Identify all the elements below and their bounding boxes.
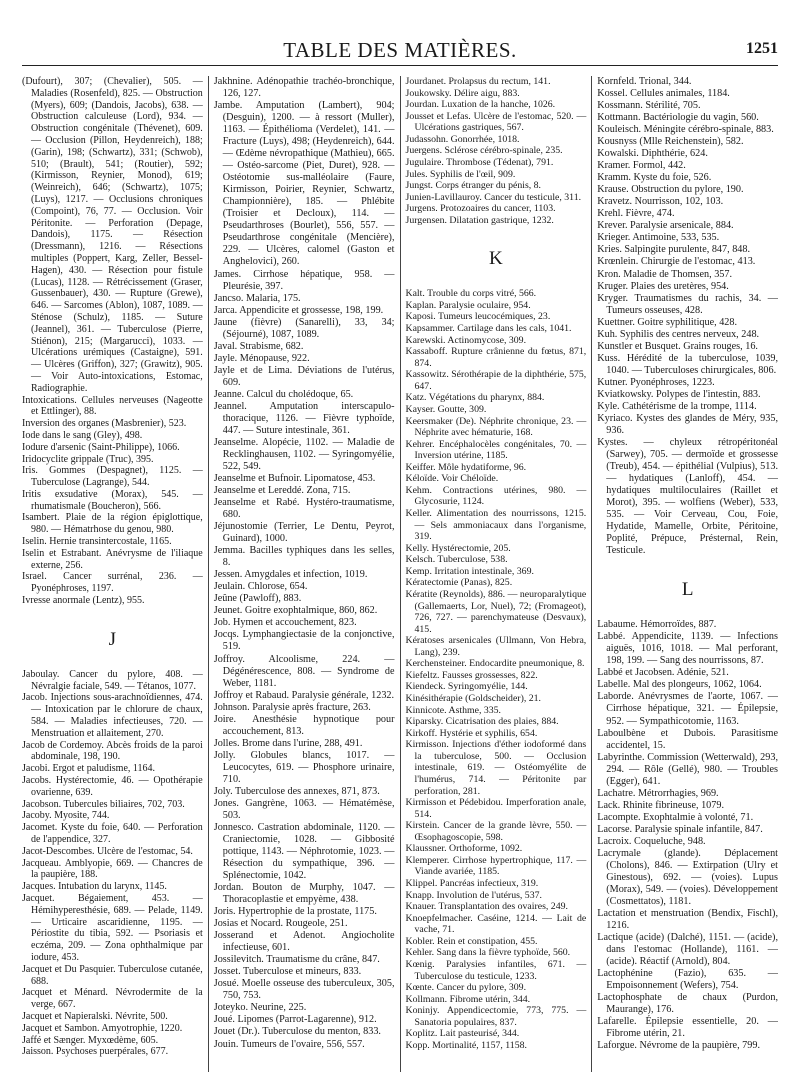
index-entry: Jouet (Dr.). Tuberculose du menton, 833. (213, 1026, 381, 1038)
index-entry: Kobler. Rein et constipation, 455. (405, 935, 538, 947)
index-entry: Kossel. Cellules animales, 1184. (597, 88, 730, 100)
index-entry: Jessen. Amygdales et infection, 1019. (213, 569, 368, 581)
index-entry: Lactophénine (Fazio), 635. — Empoisonnement (Wefers), 754. (597, 968, 778, 992)
index-entry: Kerchensteiner. Endocardite pneumonique, 8. (405, 658, 585, 670)
index-entry: Kaplan. Paralysie oculaire, 954. (405, 299, 531, 311)
index-entry: Jousset et Lefas. Ulcère de l'estomac, 520. — Ulcérations gastriques, 567. (405, 110, 587, 134)
index-entry: Lachatre. Métrorrhagies, 969. (597, 787, 719, 799)
index-entry: Klemperer. Cirrhose hypertrophique, 117. — Viande avariée, 1185. (405, 854, 587, 878)
index-entry: Labelle. Mal des plongeurs, 1062, 1064. (597, 679, 762, 691)
index-entry: Kinnicote. Asthme, 335. (405, 704, 502, 716)
index-entry: Josserand et Adenot. Angiocholite infectieuse, 601. (213, 930, 395, 954)
index-entry: Lacrymale (glande). Déplacement (Cholons), 846. — Extirpation (Ulry et Ginestous), 692. — (voies). Lupus (Morax), 549. — (voies). Développement (Cosmettatos), 1181. (597, 847, 778, 907)
index-entry: Kapsammer. Cartilage dans les cals, 1041. (405, 323, 572, 334)
index-entry: Kruger. Plaies des uretères, 954. (597, 280, 729, 292)
section-letter-heading: K (489, 248, 503, 270)
index-entry: Labbé. Appendicite, 1139. — Infections aiguës, 1016, 1018. — Mal perforant, 198, 199. — Sang des nourrissons, 87. (597, 631, 778, 667)
index-entry: Jossilevitch. Traumatisme du crâne, 847. (213, 954, 380, 966)
index-entry: Jocqs. Lymphangiectasie de la conjonctive, 519. (213, 629, 395, 653)
index-entry: Jacqueau. Amblyopie, 669. — Chancres de la paupière, 188. (22, 857, 203, 881)
index-entry: Kornfeld. Trional, 344. (597, 76, 692, 87)
index-entry: Krehl. Fièvre, 474. (597, 208, 675, 220)
index-entry: Klaussner. Orthoforme, 1092. (405, 843, 523, 855)
index-entry: Lactique (acide) (Dalché), 1151. — (acide), dans l'estomac (Hollande), 1161. — (acide). Réactif (Arnold), 804. (597, 932, 778, 968)
index-entry: Katz. Végétations du pharynx, 884. (405, 392, 545, 404)
index-entry: Jayle. Ménopause, 922. (213, 352, 310, 364)
index-entry: Jacques. Intubation du larynx, 1145. (22, 881, 167, 893)
index-entry: Labaume. Hémorroïdes, 887. (597, 619, 717, 631)
index-entry: Jones. Gangrène, 1063. — Hématémèse, 503. (213, 797, 395, 821)
index-entry: Jarca. Appendicite et grossesse, 198, 199. (213, 304, 384, 316)
index-entry: Jeanselme et Lereddé. Zona, 715. (213, 485, 351, 497)
index-entry: Jeûne (Pawloff), 883. (213, 593, 302, 605)
index-entry: Kuss. Hérédité de la tuberculose, 1039, 1040. — Tuberculoses chirurgicales, 806. (597, 352, 778, 376)
index-entry: Jéjunostomie (Terrier, Le Dentu, Peyrot, Guinard), 1000. (213, 521, 395, 545)
index-entry: Kirstein. Cancer de la grande lèvre, 550. — Œsophagoscopie, 598. (405, 820, 587, 843)
index-entry: Jacquet et Ménard. Névrodermite de la verge, 667. (22, 987, 203, 1011)
index-entry: Jouin. Tumeurs de l'ovaire, 556, 557. (213, 1038, 365, 1050)
index-entry: Jungst. Corps étranger du pénis, 8. (405, 180, 542, 192)
index-entry: Kelsch. Tuberculose, 538. (405, 554, 508, 566)
index-entry: Kératoses arsenicales (Ullmann, Von Hebra, Lang), 239. (405, 635, 587, 658)
index-entry: Joteyko. Neurine, 225. (213, 1002, 307, 1014)
index-entry: Jambe. Amputation (Lambert), 904; (Desguin), 1200. — à ressort (Muller), 1163. — Épithélioma (Verdelet), 141. — Fracture (Luys), 498; (Heydenreich), 644. — Œdème névropathique (Mathieu), 665. — Ostéo-sarcome (Piet, Duret), 928. — Ostéotomie sus-malléolaire (Faure, Kirmisson, Poirier, Reynier, Schwartz, Championnière), 185. — Phlébite (Troisier et Decloux), 114. — Pseudarthroses (Bourlet), 556, 557. — Pseudarthrose congénitale (Mencière), 229. — Ulcères, calomel (Gaston et Anghelovici), 260. (213, 100, 395, 268)
index-entry: Jacobson. Tubercules biliaires, 702, 703. (22, 798, 185, 810)
index-entry: Kiparsky. Cicatrisation des plaies, 884. (405, 716, 559, 728)
index-entry: James. Cirrhose hépatique, 958. — Pleurésie, 397. (213, 268, 395, 292)
index-entry: Jeanne. Calcul du cholédoque, 65. (213, 388, 354, 400)
index-entry: Kalt. Trouble du corps vitré, 566. (405, 288, 537, 300)
index-entry: Kouleisch. Méningite cérébro-spinale, 883. (597, 124, 774, 136)
index-entry: Juergens. Sclérose cérébro-spinale, 235. (405, 145, 563, 157)
index-entry: Iritis exsudative (Morax), 545. — rhumatismale (Boucheron), 566. (22, 488, 203, 512)
index-columns (22, 76, 778, 1072)
page-number: 1251 (746, 40, 778, 57)
index-entry: Kron. Maladie de Thomsen, 357. (597, 268, 733, 280)
index-entry: Kunstler et Busquet. Grains rouges, 16. (597, 340, 758, 352)
index-entry: Kutner. Pyonéphroses, 1223. (597, 376, 715, 388)
index-entry: Jacquet et Napieralski. Névrite, 500. (22, 1010, 168, 1022)
index-entry: Iselin. Hernie transintercostale, 1165. (22, 536, 172, 548)
index-entry: Jonnesco. Castration abdominale, 1120. — Craniectomie, 1028. — Gibbosité pottique, 1143. — Néphrotomie, 1023. — Résection du sympathique, 396. — Splénectomie, 1042. (213, 821, 395, 882)
index-entry: Jacobi. Ergot et paludisme, 1164. (22, 763, 156, 775)
index-entry: Kryger. Traumatismes du rachis, 34. — Tumeurs osseuses, 428. (597, 292, 778, 316)
section-letter-heading: J (108, 628, 117, 650)
index-entry: Joffroy. Alcoolisme, 224. — Dégénérescence, 808. — Syndrome de Weber, 1181. (213, 653, 395, 689)
index-entry: Inversion des organes (Masbrenier), 523. (22, 418, 187, 430)
index-entry: Kehler. Sang dans la fièvre typhoïde, 560. (405, 947, 571, 959)
index-column (22, 76, 208, 1072)
index-entry: Isambert. Plaie de la région épiglottique, 980. — Hématrhose du genou, 980. (22, 512, 203, 536)
index-column (208, 76, 400, 1072)
index-entry: Jurgens. Protozoaires du cancer, 1103. (405, 203, 556, 215)
index-entry: Lactophosphate de chaux (Purdon, Maurange), 176. (597, 992, 778, 1016)
index-entry: Jaboulay. Cancer du pylore, 408. — Névralgie faciale, 549. — Tétanos, 1077. (22, 668, 203, 692)
index-entry: Kiendeck. Syringomyélie, 144. (405, 681, 528, 693)
index-entry: Jacob. Injections sous-arachnoïdiennes, 474. — Intoxication par le chlorure de chaux, 584. — Maladies infectieuses, 720. — Menstruation et allaitement, 270. (22, 692, 203, 739)
index-entry: Josias et Nocard. Rougeole, 251. (213, 918, 348, 930)
index-entry: Kossmann. Stérilité, 705. (597, 100, 701, 112)
index-entry: Krever. Paralysie arsenicale, 884. (597, 220, 734, 232)
index-entry: Kuh. Syphilis des centres nerveux, 248. (597, 328, 760, 340)
index-entry: Jourdan. Luxation de la hanche, 1026. (405, 99, 556, 111)
index-entry: Johnson. Paralysie après fracture, 263. (213, 701, 371, 713)
index-entry: Kyle. Cathétérisme de la trompe, 1114. (597, 400, 757, 412)
index-entry: Keller. Alimentation des nourrissons, 1215. — Sels ammoniacaux dans l'organisme, 319. (405, 508, 587, 543)
index-entry: Kaposi. Tumeurs leucocémiques, 23. (405, 311, 551, 323)
index-entry: Kéloïde. Voir Chéloïde. (405, 473, 499, 485)
index-entry: Lacroix. Coqueluche, 948. (597, 835, 706, 847)
index-entry: Kowalski. Diphthérie, 624. (597, 148, 708, 160)
index-entry: Krœnlein. Chirurgie de l'estomac, 413. (597, 256, 756, 268)
index-entry: Kehm. Contractions utérines, 980. — Glycosurie, 1124. (405, 484, 587, 508)
index-entry: Job. Hymen et accouchement, 823. (213, 617, 357, 629)
index-entry: Jaisson. Psychoses puerpérales, 677. (22, 1046, 169, 1058)
index-entry: Lacompte. Exophtalmie à volonté, 71. (597, 811, 754, 823)
index-entry: Laboulbène et Dubois. Parasitisme accidentel, 15. (597, 727, 778, 751)
index-entry: Jemma. Bacilles typhiques dans les selles, 8. (213, 545, 395, 569)
index-entry: Krause. Obstruction du pylore, 190. (597, 184, 744, 196)
index-entry: Joly. Tuberculose des annexes, 871, 873. (213, 785, 380, 797)
index-entry: Jacquet et Sambon. Amyotrophie, 1220. (22, 1022, 183, 1034)
index-entry: Keiffer. Môle hydatiforme, 96. (405, 461, 527, 473)
index-entry: Jacot-Descombes. Ulcère de l'estomac, 54. (22, 845, 193, 857)
index-entry: Kirkoff. Hystérie et syphilis, 654. (405, 727, 538, 739)
index-entry: Jancso. Malaria, 175. (213, 292, 301, 304)
index-entry: Jugulaire. Thrombose (Tédenat), 791. (405, 156, 554, 168)
index-entry: Kuettner. Goitre syphilitique, 428. (597, 316, 738, 328)
index-entry: Jaffé et Sænger. Myxœdème, 605. (22, 1034, 159, 1046)
index-entry: Kramer. Formol, 442. (597, 160, 686, 172)
index-entry: Kœnig. Paralysies infantiles, 671. — Tuberculose du testicule, 1233. (405, 958, 587, 982)
index-entry: Laforgue. Névrome de la paupière, 799. (597, 1040, 760, 1052)
index-entry: Lafarelle. Épilepsie essentielle, 20. — Fibrome utérin, 21. (597, 1016, 778, 1040)
index-entry: Jacobs. Hystérectomie, 46. — Opothérapie ovarienne, 639. (22, 775, 203, 798)
index-entry: Laborde. Anévrysmes de l'aorte, 1067. — Cirrhose hépatique, 321. — Épilepsie, 952. — Sympathicotomie, 1163. (597, 691, 778, 727)
index-entry: Klippel. Pancréas infectieux, 319. (405, 878, 539, 889)
section-letter-heading: L (681, 579, 694, 601)
index-entry: Lacorse. Paralysie spinale infantile, 847. (597, 823, 763, 835)
index-entry: Joris. Hypertrophie de la prostate, 1175. (213, 906, 377, 918)
index-entry: Knapp. Involution de l'utérus, 537. (405, 889, 542, 901)
index-entry: Kassaboff. Rupture crânienne du fœtus, 871, 874. (405, 346, 587, 369)
index-entry: Lack. Rhinite fibrineuse, 1079. (597, 799, 724, 811)
index-entry: Jurgensen. Dilatation gastrique, 1232. (405, 214, 554, 226)
index-entry: Intoxications. Cellules nerveuses (Nageotte et Ettlinger), 88. (22, 394, 203, 418)
index-entry: Josset. Tuberculose et mineurs, 833. (213, 966, 362, 978)
index-entry: Jeanselme. Alopécie, 1102. — Maladie de Recklinghausen, 1102. — Syringomyélie, 522, 549. (213, 436, 395, 472)
index-entry: Kopp. Mortinalité, 1157, 1158. (405, 1039, 527, 1051)
index-entry: Junien-Lavillauroy. Cancer du testicule, 311. (405, 191, 582, 203)
index-entry: Jaune (fièvre) (Sanarelli), 33, 34; (Séjourné), 1087, 1089. (213, 316, 395, 340)
index-entry: Joué. Lipomes (Parrot-Lagarenne), 912. (213, 1014, 377, 1026)
index-entry: Labyrinthe. Commission (Wetterwald), 293, 294. — Rôle (Gellé), 980. — Troubles (Egger), 641. (597, 751, 778, 787)
page-title: TABLE DES MATIÈRES. (283, 38, 517, 62)
index-entry: Kottmann. Bactériologie du vagin, 560. (597, 112, 759, 124)
index-entry: Kirmisson et Pédebidou. Imperforation anale, 514. (405, 797, 587, 820)
index-entry: Jacob de Cordemoy. Abcès froids de la paroi abdominale, 198, 190. (22, 739, 203, 763)
index-entry: Kousnyss (Mlle Reichenstein), 582. (597, 136, 744, 148)
index-entry: Jeulain. Chlorose, 654. (213, 581, 308, 593)
index-entry: Javal. Strabisme, 682. (213, 340, 304, 352)
index-entry: Kviatkowsky. Polypes de l'intestin, 883. (597, 388, 761, 400)
index-entry: Jeanselme et Rabé. Hystéro-traumatisme, 680. (213, 497, 395, 521)
index-entry: Jacomet. Kyste du foie, 640. — Perforation de l'appendice, 327. (22, 822, 203, 846)
index-entry: Josué. Moelle osseuse des tuberculeux, 305, 750, 753. (213, 978, 395, 1002)
index-entry: (Dufourt), 307; (Chevalier), 505. — Maladies (Rosenfeld), 825. — Obstruction (Myers), 609; (Dandois, Jacobs), 638. — Obstruction calculeuse (Lord), 934. — Obstruction congénitale (Thévenet), 609. — Occlusion (Pillon, Heydenreich), 188; (Garin), 198; (Schwartz), 331; (Schwob), 510; (Brault), 541; (Routier), 592; (Kirmisson, Reynier, Monod), 619; (Weinreich), 646; (Schwartz), 1075; (Luys), 1217. — Occlusions chroniques (Compoint), 76, 77. — Occlusion. Voir Péritonite. — Perforation (Depage, Dandois), 1175. — Résection (Dressmann), 1216. — Résections multiples (Poppert, Karg, Zeller, Bessel-Hagen), 430. — Résection pour fistule (Lucas), 1128. — Rétrécissement (Graser, Gussenbauer), 430. — Rupture (Grewe), 646. — Sarcomes (Ablon), 1087, 1089. — Sténose (Schulz), 1185. — Suture (Jeannel), 361. — Tuberculose (Pierre, Stiénon), 215; (Margarucci), 1033. — Ulcérations urémiques (Castaigne), 591. — Ulcères (Griffon), 327; (Grawitz), 905. — Voir Auto-intoxications, Estomac, Radiographie. (22, 76, 203, 394)
index-entry: Jeannel. Amputation interscapulo-thoracique, 1126. — Fièvre typhoïde, 447. — Suture intestinale, 361. (213, 400, 395, 436)
index-entry: Jordan. Bouton de Murphy, 1047. — Thoracoplastie et empyème, 438. (213, 882, 395, 906)
index-entry: Jacquet. Bégaiement, 453. — Hémihyperesthésie, 689. — Pelade, 1149. — Urticaire ascaridienne, 1195. — Périostite du tibia, 592. — Psoriasis et eczéma, 209. — Zona ophthalmique par iodure, 453. (22, 893, 203, 963)
index-entry: Kayser. Goutte, 309. (405, 403, 487, 415)
page-header (22, 34, 778, 66)
index-entry: Jacoby. Myosite, 744. (22, 810, 110, 822)
index-entry: Jeunet. Goitre exophtalmique, 860, 862. (213, 605, 378, 617)
index-entry: Ivresse anormale (Lentz), 955. (22, 595, 145, 607)
index-entry: Kiefeltz. Fausses grossesses, 822. (405, 669, 538, 681)
index-entry: Kinésithérapie (Goldscheider), 21. (405, 693, 541, 704)
index-entry: Kyriaco. Kystes des glandes de Méry, 935, 936. (597, 412, 778, 436)
index-entry: Joffroy et Rabaud. Paralysie générale, 1232. (213, 689, 395, 701)
index-entry: Kassowitz. Sérothérapie de la diphthérie, 575, 647. (405, 369, 587, 392)
index-entry: Keersmaker (De). Néphrite chronique, 23. — Néphrite avec hématurie, 168. (405, 415, 587, 439)
index-entry: Koplitz. Lait pasteurisé, 344. (405, 1028, 520, 1040)
index-entry: Kœnte. Cancer du pylore, 309. (405, 982, 527, 994)
index-entry: Koninjy. Appendicectomie, 773, 775. — Sanatoria populaires, 837. (405, 1005, 587, 1028)
index-entry: Kératectomie (Panas), 825. (405, 577, 513, 589)
index-entry: Jeanselme et Bufnoir. Lipomatose, 453. (213, 473, 376, 485)
index-entry: Kemp. Irritation intestinale, 369. (405, 565, 534, 577)
index-entry: Lactation et menstruation (Bendix, Fischl), 1216. (597, 908, 778, 932)
index-entry: Kravetz. Nourrisson, 102, 103. (597, 196, 724, 208)
index-entry: Jolly. Globules blancs, 1017. — Leucocytes, 619. — Phosphore urinaire, 710. (213, 749, 395, 785)
index-entry: Krieger. Antimoine, 533, 535. (597, 232, 720, 244)
index-entry: Kératite (Reynolds), 886. — neuroparalytique (Gallemaerts, Lor, Nuel), 72; (Fromageot), 726, 727. — parenchymateuse (Desvaux), 415. (405, 588, 587, 635)
index-entry: Knauer. Transplantation des ovaires, 249. (405, 901, 568, 913)
index-entry: Karewski. Actinomycose, 309. (405, 334, 527, 346)
index-entry: Kystes. — chyleux rétropéritonéal (Sarwey), 705. — dermoïde et grossesse (Treub), 454. — épithélial (Vulpius), 513. — hydatiques (Lanloff), 454. — hydatiques multiloculaires (Raillet et Morot), 395. — wolfiens (Weber), 533, 535. — Voir Cerveau, Cou, Foie, Hydatide, Mamelle, Orbite, Péritoine, Poplité, Prépuce, Présternal, Rein, Testicule. (597, 436, 778, 557)
index-entry: Kelly. Hystérectomie, 205. (405, 542, 511, 554)
index-entry: Kehrer. Encéphalocèles congénitales, 70. — Inversion utérine, 1185. (405, 438, 587, 462)
index-entry: Jacquet et Du Pasquier. Tuberculose cutanée, 688. (22, 963, 203, 987)
index-entry: Jakhnine. Adénopathie trachéo-bronchique, 126, 127. (213, 76, 395, 100)
index-entry: Labbé et Jacobsen. Adénie, 521. (597, 667, 729, 679)
header-rule (22, 65, 778, 66)
index-entry: Kramm. Kyste du foie, 526. (597, 172, 712, 184)
index-entry: Knoepfelmacher. Caséine, 1214. — Lait de vache, 71. (405, 912, 587, 936)
index-entry: Kollmann. Fibrome utérin, 344. (405, 993, 531, 1005)
index-entry: Iridocyclite grippale (Truc), 395. (22, 453, 154, 465)
index-entry: Israel. Cancer surrénal, 236. — Pyonéphroses, 1197. (22, 571, 203, 595)
index-entry: Joire. Anesthésie hypnotique pour accouchement, 813. (213, 713, 395, 737)
index-entry: Iselin et Estrabant. Anévrysme de l'iliaque externe, 256. (22, 547, 203, 571)
index-entry: Kirmisson. Injections d'éther iodoformé dans la tuberculose, 500. — Occlusion intestinale, 619. — Ostéomyélite de l'humérus, 714. — Péritonite par perforation, 281. (405, 739, 587, 797)
index-entry: Kries. Salpingite purulente, 847, 848. (597, 244, 751, 256)
index-entry: Iodure d'arsenic (Saint-Philippe), 1066. (22, 441, 180, 453)
index-entry: Iris. Gommes (Despagnet), 1125. — Tuberculose (Lagrange), 544. (22, 465, 203, 489)
index-entry: Iode dans le sang (Gley), 498. (22, 429, 143, 441)
index-entry: Jayle et de Lima. Déviations de l'utérus, 609. (213, 364, 395, 388)
index-entry: Jourdanet. Prolapsus du rectum, 141. (405, 76, 551, 87)
index-column (400, 76, 592, 1072)
index-entry: Judassohn. Gonorrhée, 1018. (405, 133, 520, 145)
index-entry: Jules. Syphilis de l'œil, 909. (405, 168, 516, 180)
index-entry: Joukowsky. Délire aigu, 883. (405, 87, 520, 99)
index-entry: Jolles. Brome dans l'urine, 288, 491. (213, 737, 363, 749)
index-column (591, 76, 778, 1072)
